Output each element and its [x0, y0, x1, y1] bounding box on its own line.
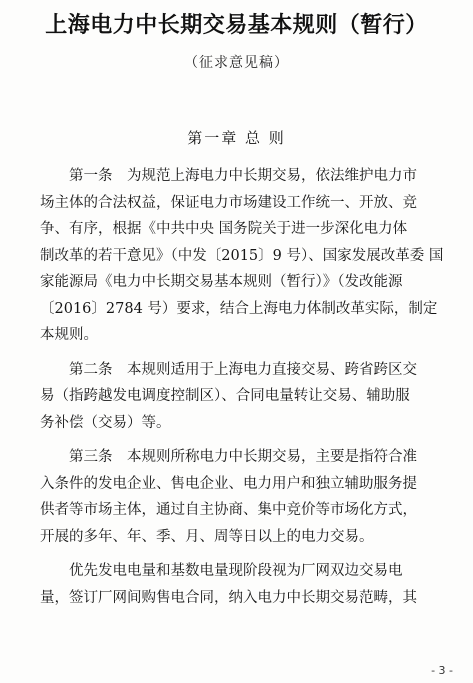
- text-line: 入条件的发电企业、售电企业、电力用户和独立辅助服务提: [40, 475, 417, 492]
- paragraph-article-2: [40, 357, 460, 437]
- text-line: 争、有序，根据《中共中央 国务院关于进一步深化电力体: [40, 221, 408, 237]
- text-line: 第二条 本规则适用于上海电力直接交易、跨省跨区交: [69, 361, 417, 378]
- paragraph-article-1: [40, 163, 460, 349]
- text-line: 优先发电电量和基数电量现阶段视为厂网双边交易电: [69, 563, 403, 579]
- text-line: 务补偿（交易）等。: [40, 414, 171, 431]
- text-line: 供者等市场主体，通过自主协商、集中竞价等市场化方式，: [40, 502, 417, 518]
- text-line: 第三条 本规则所称电力中长期交易，主要是指符合准: [69, 449, 417, 465]
- text-line: 第一条 为规范上海电力中长期交易，依法维护电力市: [69, 168, 417, 184]
- text-line: 制改革的若干意见》（中发〔2015〕9 号）、国家发展改革委 国: [40, 247, 444, 264]
- chapter-heading: 第一章 总 则: [187, 129, 286, 147]
- text-line: 量，签订厂网间购售电合同，纳入电力中长期交易范畴，其: [40, 589, 417, 606]
- text-line: 〔2016〕2784 号）要求，结合上海电力体制改革实际，制定: [40, 300, 438, 317]
- text-line: 易（指跨越发电调度控制区）、合同电量转让交易、辅助服: [40, 388, 410, 404]
- page-number: - 3 -: [431, 664, 453, 677]
- paragraph-article-3: [40, 444, 460, 550]
- text-line: 本规则。: [40, 327, 98, 343]
- text-line: 家能源局《电力中长期交易基本规则（暂行）》（发改能源: [40, 274, 403, 290]
- document-subtitle: （征求意见稿）: [184, 55, 289, 71]
- document-title: 上海电力中长期交易基本规则（暂行）: [45, 12, 428, 38]
- text-line: 场主体的合法权益，保证电力市场建设工作统一、开放、竞: [40, 194, 417, 211]
- text-line: 开展的多年、年、季、月、周等日以上的电力交易。: [40, 528, 374, 545]
- paragraph-priority-generation: [40, 558, 460, 611]
- body-text: [40, 163, 460, 619]
